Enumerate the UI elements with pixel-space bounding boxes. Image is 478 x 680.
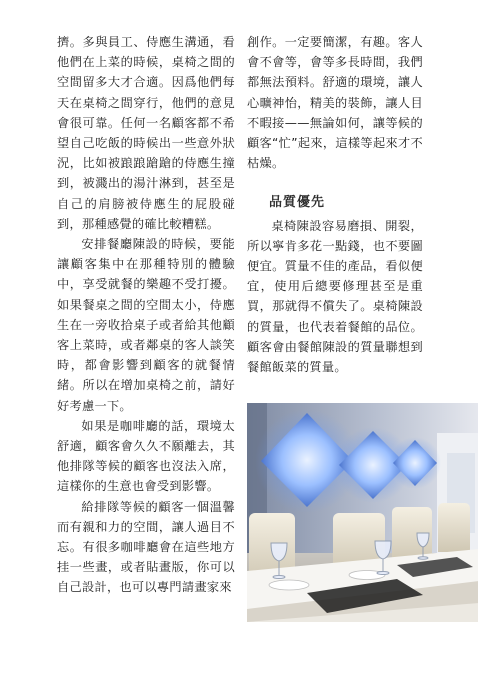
right-text-column xyxy=(247,32,423,377)
restaurant-photo xyxy=(247,403,478,622)
paragraph: 給排隊等候的顧客一個溫馨而有親和力的空間，讓人過目不忘。有很多咖啡廳會在這些地方挂一些畫，或者貼畫版，你可以自己設計，也可以專門請畫家來 xyxy=(57,499,235,595)
left-text-column xyxy=(57,32,235,598)
paragraph: 擠。多與員工、侍應生溝通，看他們在上菜的時候，桌椅之間的空間留多大才合適。因爲他們每天在桌椅之間穿行，他們的意見會很可靠。任何一名顧客都不希望自己吃飯的時候出一些意外狀況，比如被踉踉蹌蹌的侍應生撞到，被濺出的湯汁淋到，甚至是自己的肩膀被侍應生的屁股碰到，那種感覺的確比較糟糕。 xyxy=(57,35,235,231)
chair xyxy=(438,503,470,552)
paragraph: 安排餐廳陳設的時候，要能讓顧客集中在那種特別的體驗中，享受就餐的樂趣不受打擾。如果餐桌之間的空間太小，侍應生在一旁收拾桌子或者給其他顧客上菜時，或者鄰桌的客人談笑時，都會影響到顧客的就餐情緒。所以在增加桌椅之前，請好好考慮一下。 xyxy=(57,237,235,413)
paragraph: 桌椅陳設容易磨損、開裂，所以寧肯多花一點錢，也不要圖便宜。質量不佳的產品，看似便宜，使用后總要修理甚至是重買，那就得不償失了。桌椅陳設的質量，也代表着餐館的品位。顧客會由餐館陳設的質量聯想到餐館飯菜的質量。 xyxy=(247,218,423,375)
section-heading: 品質優先 xyxy=(269,195,326,211)
paragraph: 創作。一定要簡潔，有趣。客人會不會等，會等多長時間，我們都無法預料。舒適的環境，讓人心曠神怡，精美的裝飾，讓人目不暇接——無論如何，讓等候的顧客“忙”起來，這樣等起來才不枯燥。 xyxy=(247,35,423,171)
paragraph: 如果是咖啡廳的話，環境太舒適，顧客會久久不願離去，其他排隊等候的顧客也沒法入席，這樣你的生意也會受到影響。 xyxy=(57,418,235,494)
